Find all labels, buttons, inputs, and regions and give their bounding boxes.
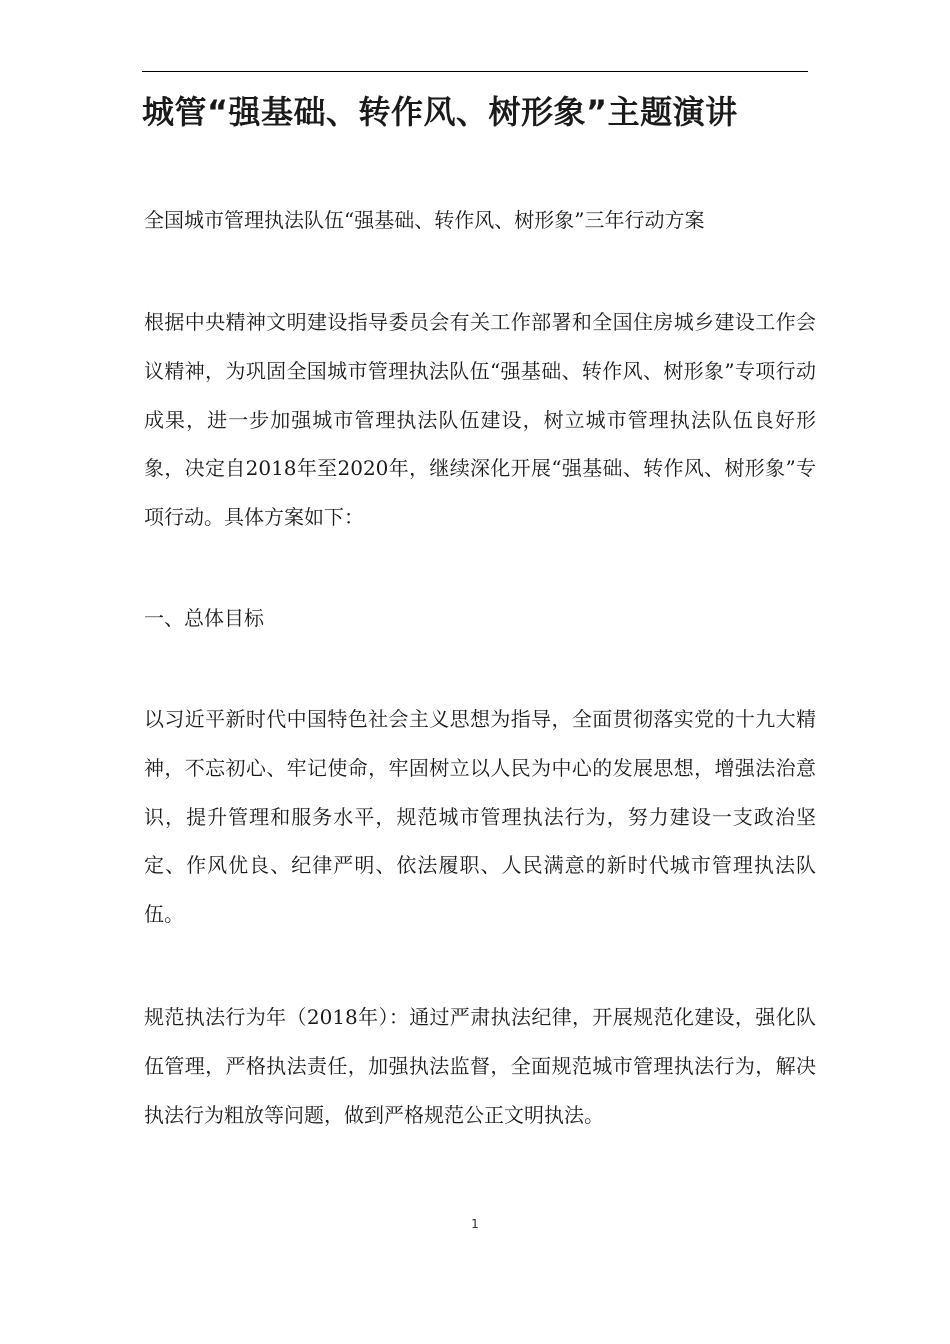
paragraph-intro: 根据中央精神文明建设指导委员会有关工作部署和全国住房城乡建设工作会议精神，为巩固全国城市管理执法队伍“强基础、转作风、树形象”专项行动成果，进一步加强城市管理执法队伍建设，树立城市管理执法队伍良好形象，决定自2018年至2020年，继续深化开展“强基础、转作风、树形象”专项行动。具体方案如下： — [144, 310, 816, 530]
paragraph-2018-plan: 规范执法行为年（2018年）：通过严肃执法纪律，开展规范化建设，强化队伍管理，严格执法责任，加强执法监督，全面规范城市管理执法行为，解决执法行为粗放等问题，做到严格规范公正文明执法。 — [144, 1005, 816, 1127]
section-heading-overall-goal: 一、总体目标 — [144, 606, 264, 630]
paragraph-overall-goal: 以习近平新时代中国特色社会主义思想为指导，全面贯彻落实党的十九大精神，不忘初心、牢记使命，牢固树立以人民为中心的发展思想，增强法治意识，提升管理和服务水平，规范城市管理执法行为，努力建设一支政治坚定、作风优良、纪律严明、依法履职、人民满意的新时代城市管理执法队伍。 — [144, 707, 816, 927]
header-rule — [142, 71, 808, 72]
page-number: 1 — [471, 1217, 479, 1231]
document-subtitle: 全国城市管理执法队伍“强基础、转作风、树形象”三年行动方案 — [144, 208, 705, 232]
document-title: 城管“强基础、转作风、树形象”主题演讲 — [142, 93, 738, 131]
